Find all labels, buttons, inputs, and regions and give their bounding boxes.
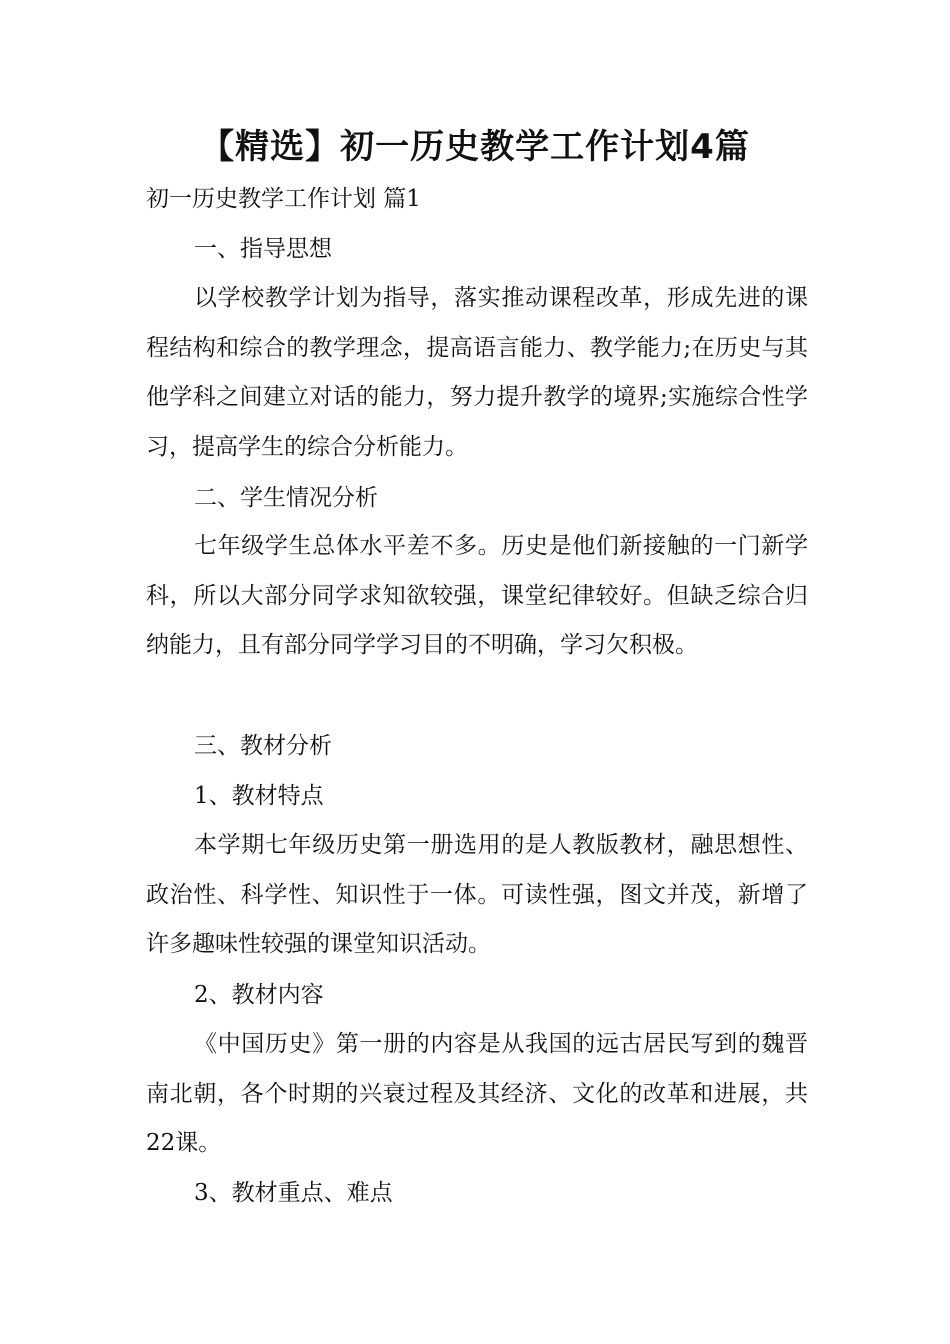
paragraph-textbook-content: 《中国历史》第一册的内容是从我国的远古居民写到的魏晋南北朝，各个时期的兴衰过程及其经济、文化的改革和进展，共22课。	[146, 1031, 808, 1156]
heading-textbook-content: 2、教材内容	[194, 982, 324, 1008]
heading-key-points: 3、教材重点、难点	[194, 1180, 393, 1206]
paragraph-guiding-thought: 以学校教学计划为指导，落实推动课程改革，形成先进的课程结构和综合的教学理念，提高语言能力、教学能力;在历史与其他学科之间建立对话的能力，努力提升教学的境界;实施综合性学习，提高学生的综合分析能力。	[146, 285, 808, 460]
heading-guiding-thought: 一、指导思想	[194, 236, 332, 262]
document-title: 【精选】初一历史教学工作计划4篇	[200, 127, 750, 167]
paragraph-student-analysis: 七年级学生总体水平差不多。历史是他们新接触的一门新学科，所以大部分同学求知欲较强，课堂纪律较好。但缺乏综合归纳能力，且有部分同学学习目的不明确，学习欠积极。	[146, 533, 808, 658]
heading-textbook-features: 1、教材特点	[194, 783, 324, 809]
document-subtitle: 初一历史教学工作计划 篇1	[146, 186, 421, 212]
heading-student-analysis: 二、学生情况分析	[194, 485, 378, 511]
heading-textbook-analysis: 三、教材分析	[194, 733, 332, 759]
paragraph-textbook-features: 本学期七年级历史第一册选用的是人教版教材，融思想性、政治性、科学性、知识性于一体。可读性强，图文并茂，新增了许多趣味性较强的课堂知识活动。	[146, 832, 808, 957]
